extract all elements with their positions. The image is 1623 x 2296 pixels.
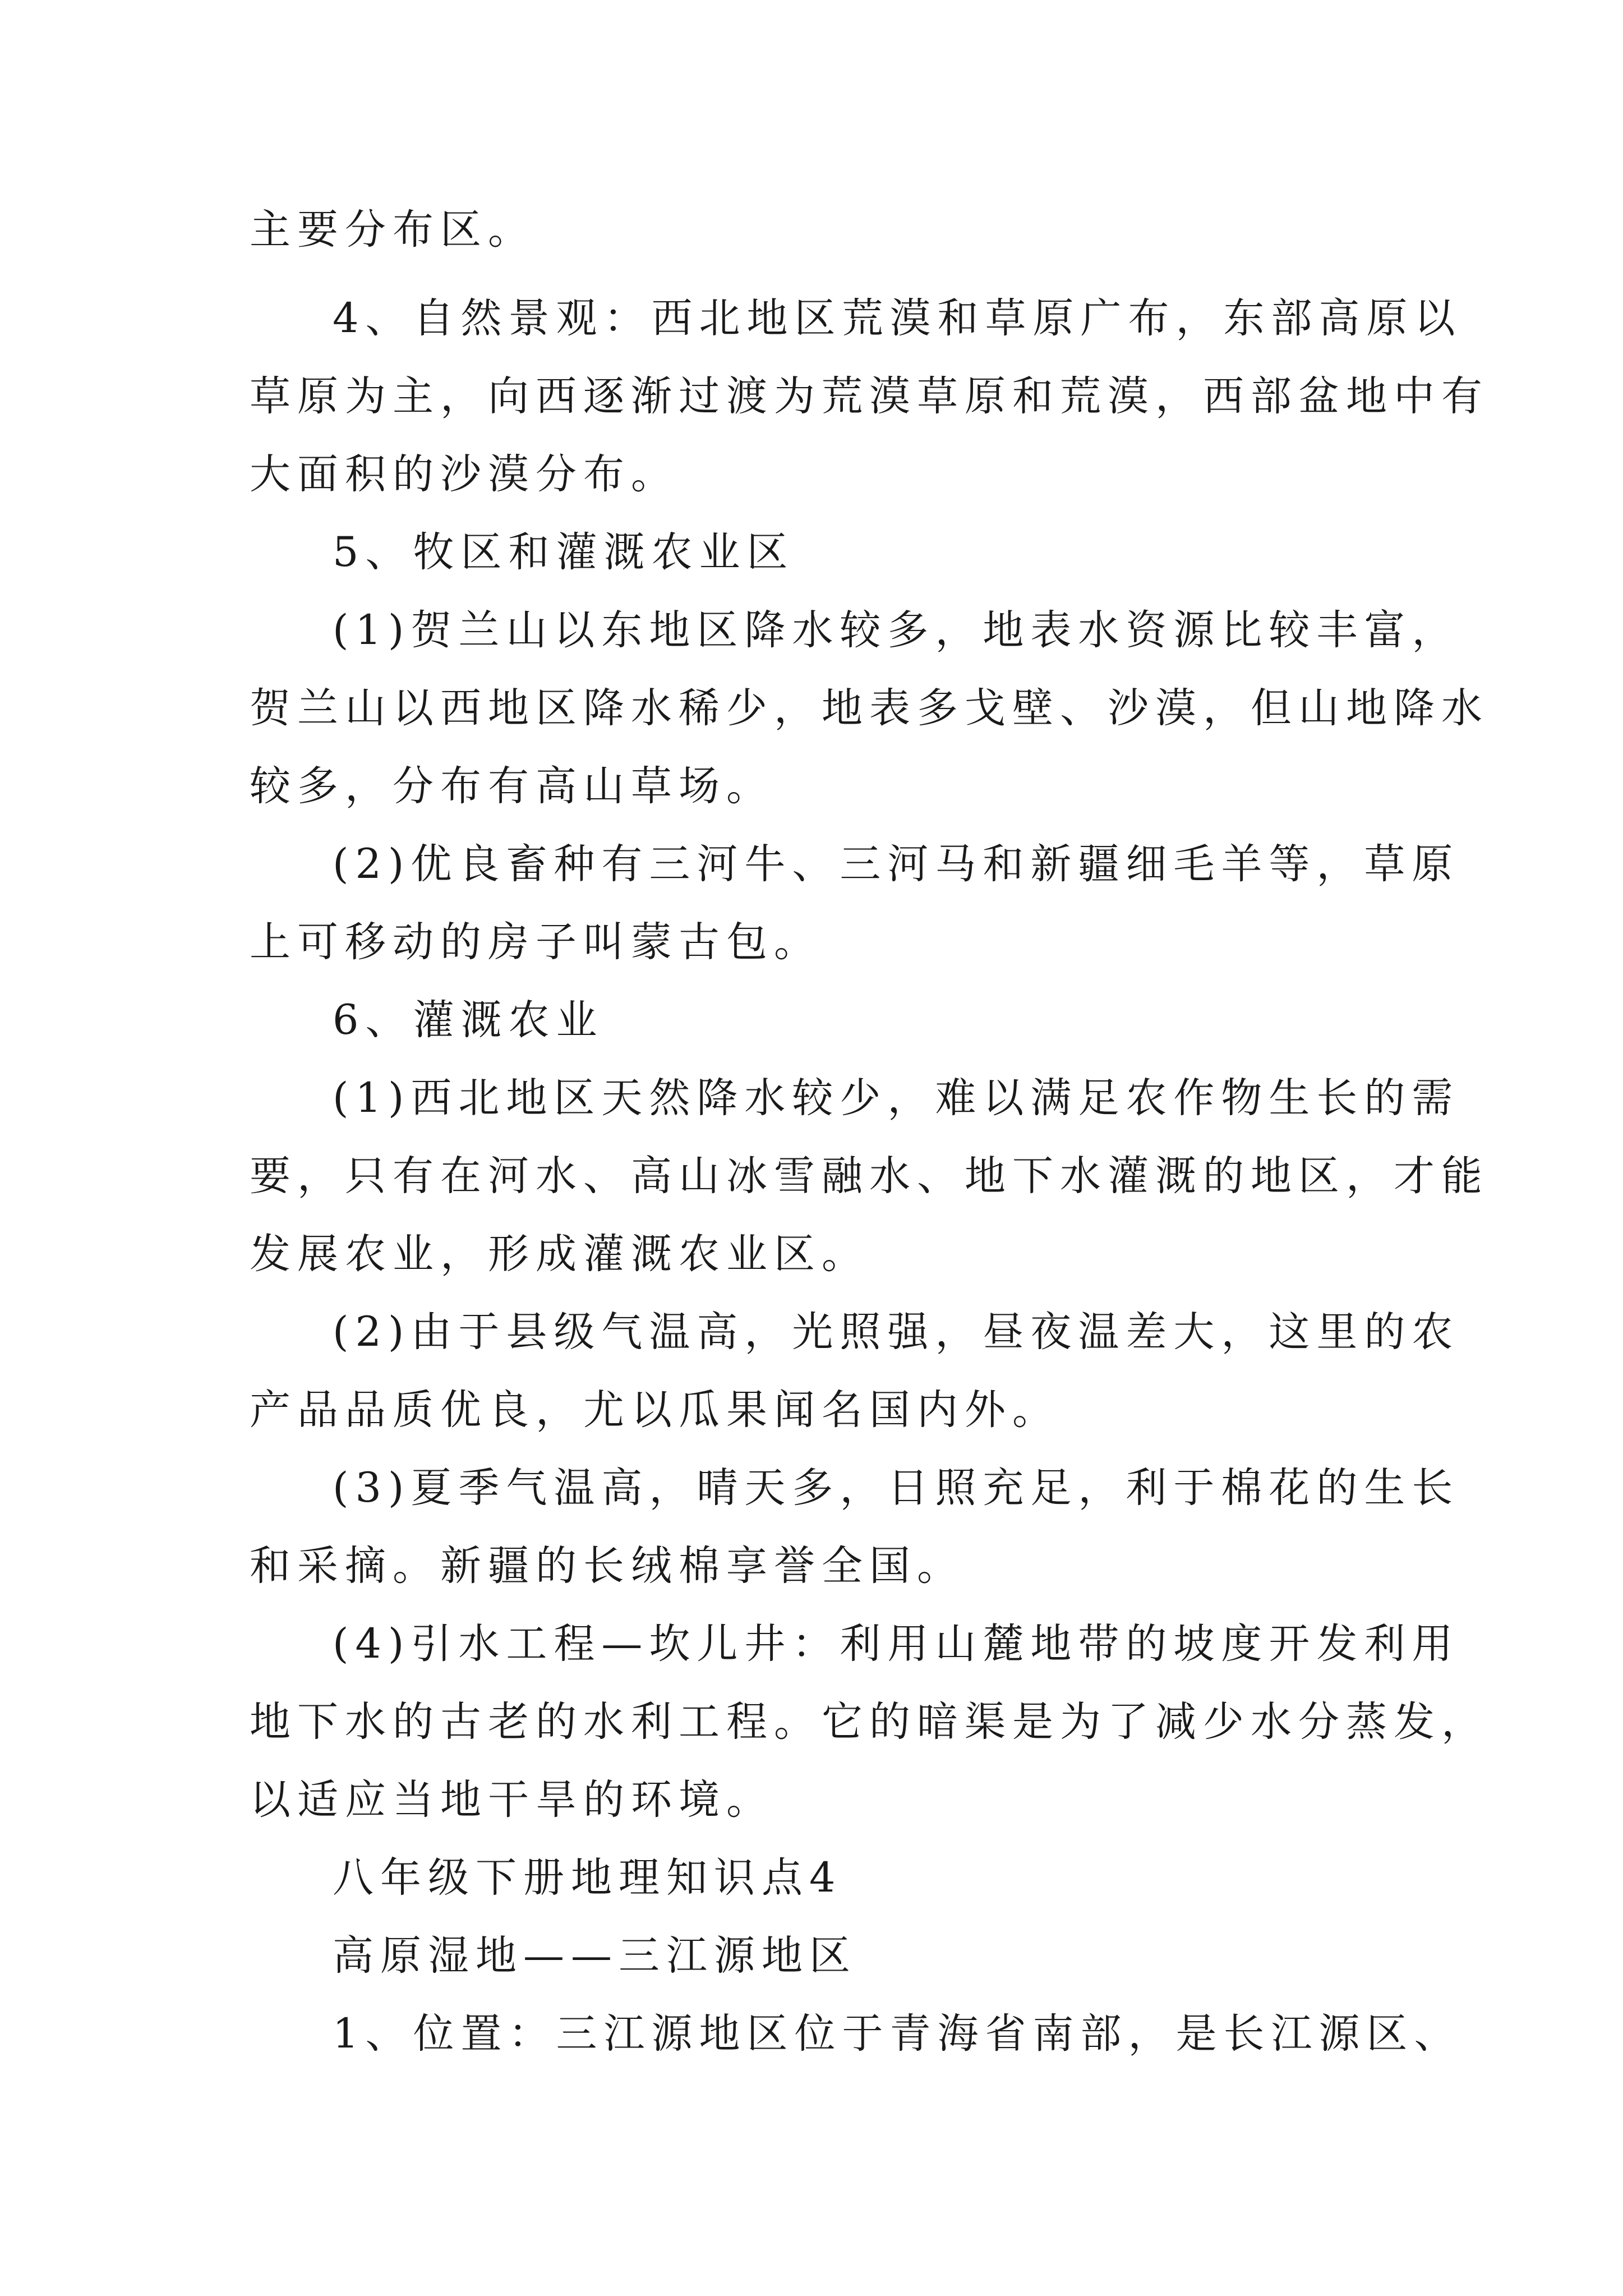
text-line: (2)由于县级气温高，光照强，昼夜温差大，这里的农 [333, 1308, 1460, 1356]
text-line: (1)贺兰山以东地区降水较多，地表水资源比较丰富， [333, 606, 1460, 654]
text-line: 贺兰山以西地区降水稀少，地表多戈壁、沙漠，但山地降水 [250, 684, 1489, 732]
section-heading: 6、灌溉农业 [333, 996, 604, 1044]
text-line: 地下水的古老的水利工程。它的暗渠是为了减少水分蒸发， [250, 1698, 1489, 1746]
text-line: (1)西北地区天然降水较少，难以满足农作物生长的需 [333, 1074, 1460, 1122]
text-line: 要，只有在河水、高山冰雪融水、地下水灌溉的地区，才能 [250, 1152, 1489, 1200]
section-heading: 5、牧区和灌溉农业区 [333, 528, 795, 576]
text-line: 主要分布区。 [250, 206, 536, 254]
section-heading: 4、自然景观：西北地区荒漠和草原广布，东部高原以 [333, 295, 1462, 342]
text-line: 以适应当地干旱的环境。 [250, 1776, 774, 1824]
section-subtitle: 高原湿地——三江源地区 [333, 1932, 857, 1980]
text-line: 产品品质优良，尤以瓜果闻名国内外。 [250, 1386, 1060, 1434]
text-line: 发展农业，形成灌溉农业区。 [250, 1230, 869, 1278]
text-line: (3)夏季气温高，晴天多，日照充足，利于棉花的生长 [333, 1464, 1460, 1512]
text-line: 1、位置：三江源地区位于青海省南部，是长江源区、 [333, 2010, 1462, 2058]
text-line: 较多，分布有高山草场。 [250, 762, 774, 810]
text-line: 大面积的沙漠分布。 [250, 450, 679, 498]
text-line: 上可移动的房子叫蒙古包。 [250, 918, 822, 966]
text-line: (4)引水工程—坎儿井：利用山麓地带的坡度开发利用 [333, 1620, 1460, 1668]
text-line: 草原为主，向西逐渐过渡为荒漠草原和荒漠，西部盆地中有 [250, 372, 1489, 420]
section-title: 八年级下册地理知识点4 [333, 1854, 842, 1902]
text-line: (2)优良畜种有三河牛、三河马和新疆细毛羊等，草原 [333, 840, 1460, 888]
text-line: 和采摘。新疆的长绒棉享誉全国。 [250, 1542, 965, 1590]
